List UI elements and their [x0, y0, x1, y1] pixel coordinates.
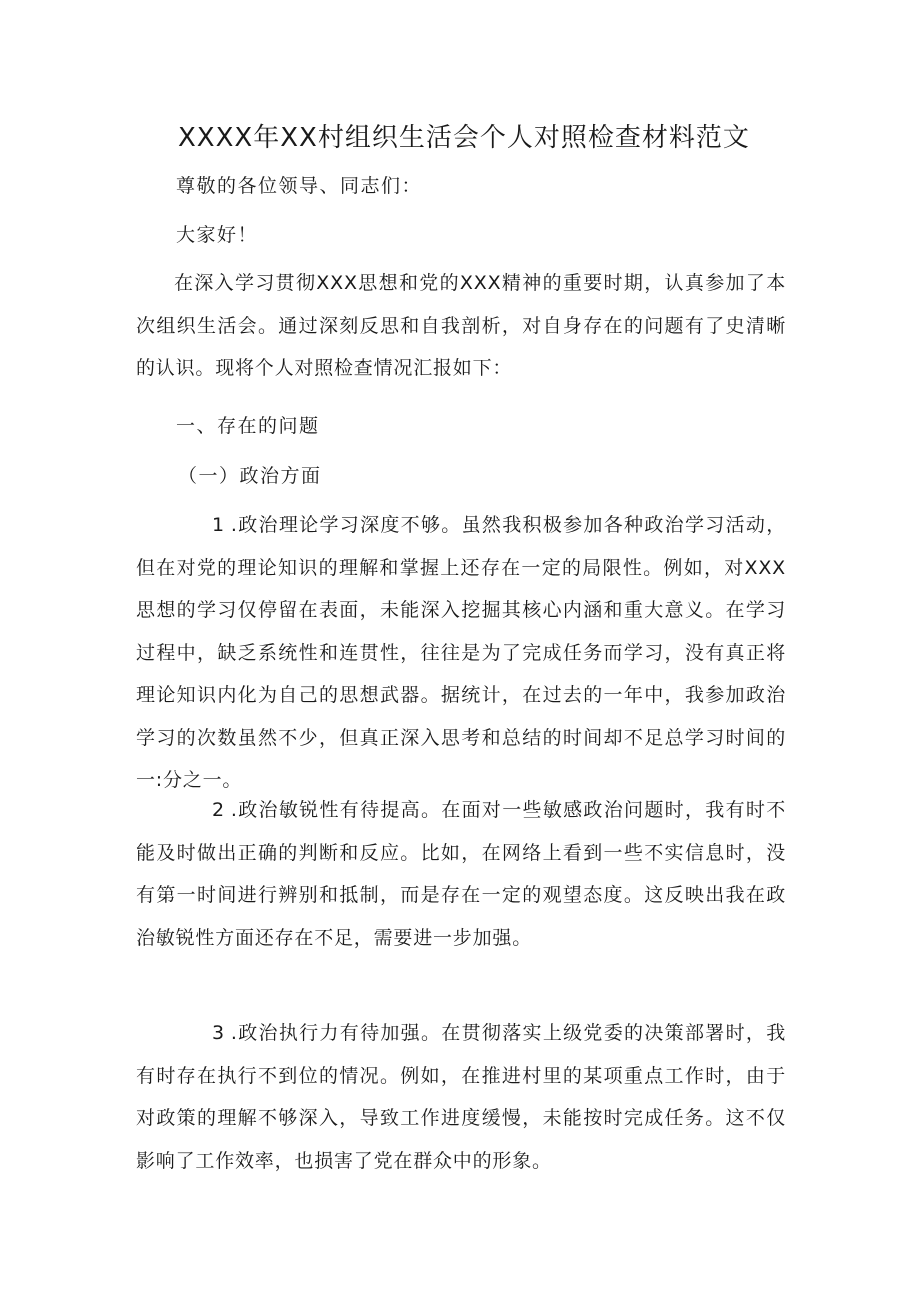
item-1-text: .政治理论学习深度不够。虽然我积极参加各种政治学习活动，但在对党的理论知识的理解和掌握上还存在一定的局限性。例如，对XXX思想的学习仅停留在表面，未能深入挖掘其核心内涵和重大意义。在学习过程中，缺乏系统性和连贯性，往往是为了完成任务而学习，没有真正将理论知识内化为自己的思想武器。据统计，在过去的一年中，我参加政治学习的次数虽然不少，但真正深入思考和总结的时间却不足总学习时间的一:分之一。: [136, 514, 786, 791]
item-3-number: 3: [212, 1022, 225, 1044]
subsection-heading: （一）政治方面: [178, 465, 322, 487]
section-heading: 一、存在的问题: [176, 415, 320, 437]
item-1-number: 1: [212, 514, 225, 536]
item-2-text: .政治敏锐性有待提高。在面对一些敏感政治问题时，我有时不能及时做出正确的判断和反应。比如，在网络上看到一些不实信息时，没有第一时间进行辨别和抵制，而是存在一定的观望态度。这反映出我在政治敏锐性方面还存在不足，需要进一步加强。: [136, 799, 786, 949]
item-1-paragraph: [136, 504, 786, 802]
document-title: XXXX年XX村组织生活会个人对照检查材料范文: [178, 123, 750, 153]
greeting: 大家好！: [176, 224, 259, 246]
intro-paragraph: 在深入学习贯彻XXX思想和党的XXX精神的重要时期，认真参加了本次组织生活会。通过深刻反思和自我剖析，对自身存在的问题有了史清晰的认识。现将个人对照检查情况汇报如下：: [136, 272, 786, 379]
item-2-number: 2: [212, 799, 225, 821]
salutation: 尊敬的各位领导、同志们：: [176, 175, 423, 197]
item-3-text: .政治执行力有待加强。在贯彻落实上级党委的决策部署时，我有时存在执行不到位的情况。例如，在推进村里的某项重点工作时，由于对政策的理解不够深入，导致工作进度缓慢，未能按时完成任务。这不仅影响了工作效率，也损害了党在群众中的形象。: [136, 1022, 786, 1172]
item-2-paragraph: [136, 789, 786, 959]
item-3-paragraph: [136, 1012, 786, 1182]
